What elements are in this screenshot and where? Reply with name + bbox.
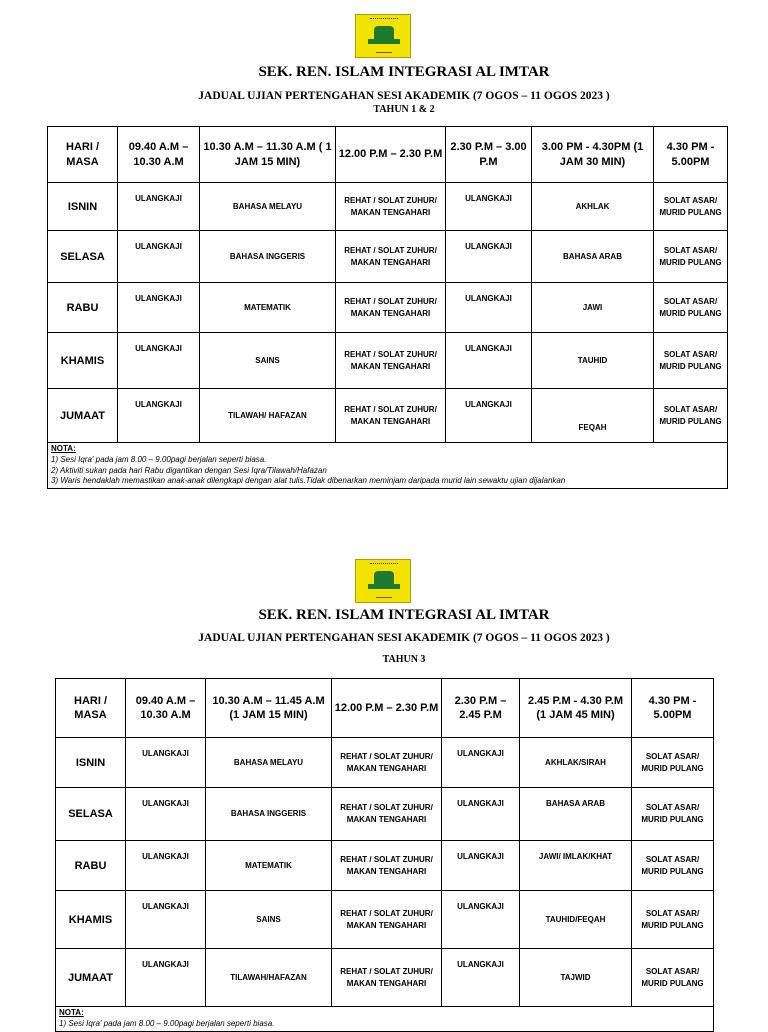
header-slot-5: 3.00 PM - 4.30PM (1 JAM 30 MIN): [532, 127, 654, 183]
day-cell: SELASA: [48, 231, 118, 283]
subject-cell: TAJWID: [520, 949, 632, 1007]
note-item: 1) Sesi Iqra' pada jam 8.00 – 9.00pagi berjalan seperti biasa.: [59, 1018, 275, 1028]
slot-cell: ULANGKAJI: [442, 738, 520, 788]
dismissal-cell: SOLAT ASAR/ MURID PULANG: [632, 949, 714, 1007]
slot-cell: ULANGKAJI: [442, 788, 520, 841]
slot-cell: ULANGKAJI: [118, 283, 200, 333]
slot-cell: ULANGKAJI: [126, 788, 206, 841]
slot-cell: ULANGKAJI: [126, 891, 206, 949]
header-slot-3: 12.00 P.M – 2.30 P.M: [332, 679, 442, 738]
subject-cell: BAHASA INGGERIS: [206, 788, 332, 841]
subject-cell: BAHASA MELAYU: [200, 183, 336, 231]
header-slot-4: 2.30 P.M – 3.00 P.M: [446, 127, 532, 183]
slot-cell: ULANGKAJI: [442, 891, 520, 949]
table-row: [56, 788, 714, 841]
table-row: [48, 183, 728, 231]
table-row: [48, 389, 728, 443]
slot-cell: ULANGKAJI: [118, 333, 200, 389]
notes-row: [56, 1007, 714, 1032]
subject-cell: BAHASA MELAYU: [206, 738, 332, 788]
subject-cell: BAHASA ARAB: [532, 231, 654, 283]
slot-cell: ULANGKAJI: [446, 231, 532, 283]
school-logo: [355, 14, 411, 58]
exam-timetable: [55, 678, 714, 1032]
dismissal-cell: SOLAT ASAR/ MURID PULANG: [654, 231, 728, 283]
notes-cell: [48, 443, 728, 489]
dismissal-cell: SOLAT ASAR/ MURID PULANG: [654, 333, 728, 389]
header-row: [56, 679, 714, 738]
header-slot-6: 4.30 PM - 5.00PM: [632, 679, 714, 738]
subject-cell: FEQAH: [532, 389, 654, 443]
slot-cell: ULANGKAJI: [446, 283, 532, 333]
day-cell: KHAMIS: [48, 333, 118, 389]
break-cell: REHAT / SOLAT ZUHUR/ MAKAN TENGAHARI: [336, 183, 446, 231]
slot-cell: ULANGKAJI: [118, 389, 200, 443]
dismissal-cell: SOLAT ASAR/ MURID PULANG: [654, 389, 728, 443]
school-name: SEK. REN. ISLAM INTEGRASI AL IMTAR: [258, 64, 550, 80]
header-day-time: HARI / MASA: [48, 127, 118, 183]
slot-cell: ULANGKAJI: [446, 389, 532, 443]
slot-cell: ULANGKAJI: [126, 841, 206, 891]
day-cell: SELASA: [56, 788, 126, 841]
slot-cell: ULANGKAJI: [126, 949, 206, 1007]
notes-heading: NOTA:: [51, 444, 76, 453]
header-slot-4: 2.30 P.M – 2.45 P.M: [442, 679, 520, 738]
school-name: SEK. REN. ISLAM INTEGRASI AL IMTAR: [258, 607, 550, 623]
schedule-title: JADUAL UJIAN PERTENGAHAN SESI AKADEMIK (7 OGOS – 11 OGOS 2023 ): [198, 90, 610, 102]
notes-heading: NOTA:: [59, 1008, 84, 1017]
break-cell: REHAT / SOLAT ZUHUR/ MAKAN TENGAHARI: [336, 389, 446, 443]
day-cell: RABU: [56, 841, 126, 891]
note-item: 2) Aktiviti sukan pada hari Rabu digantikan dengan Sesi Iqra/Tilawah/Hafazan: [51, 465, 327, 475]
dismissal-cell: SOLAT ASAR/ MURID PULANG: [654, 183, 728, 231]
grade-label: TAHUN 3: [382, 654, 426, 665]
slot-cell: ULANGKAJI: [118, 183, 200, 231]
grade-label: TAHUN 1 & 2: [373, 104, 435, 115]
school-logo: [355, 559, 411, 603]
break-cell: REHAT / SOLAT ZUHUR/ MAKAN TENGAHARI: [332, 891, 442, 949]
slot-cell: ULANGKAJI: [446, 333, 532, 389]
dismissal-cell: SOLAT ASAR/ MURID PULANG: [632, 788, 714, 841]
header-slot-2: 10.30 A.M – 11.30 A.M ( 1 JAM 15 MIN): [200, 127, 336, 183]
header-slot-3: 12.00 P.M – 2.30 P.M: [336, 127, 446, 183]
subject-cell: TAUHID: [532, 333, 654, 389]
subject-cell: BAHASA ARAB: [520, 788, 632, 841]
subject-cell: JAWI: [532, 283, 654, 333]
subject-cell: AKHLAK: [532, 183, 654, 231]
note-item: 1) Sesi Iqra' pada jam 8.00 – 9.00pagi berjalan seperti biasa.: [51, 454, 267, 464]
subject-cell: TAUHID/FEQAH: [520, 891, 632, 949]
subject-cell: MATEMATIK: [200, 283, 336, 333]
break-cell: REHAT / SOLAT ZUHUR/ MAKAN TENGAHARI: [336, 231, 446, 283]
dismissal-cell: SOLAT ASAR/ MURID PULANG: [632, 841, 714, 891]
break-cell: REHAT / SOLAT ZUHUR/ MAKAN TENGAHARI: [336, 283, 446, 333]
slot-cell: ULANGKAJI: [118, 231, 200, 283]
dismissal-cell: SOLAT ASAR/ MURID PULANG: [632, 738, 714, 788]
subject-cell: SAINS: [200, 333, 336, 389]
day-cell: KHAMIS: [56, 891, 126, 949]
subject-cell: JAWI/ IMLAK/KHAT: [520, 841, 632, 891]
slot-cell: ULANGKAJI: [446, 183, 532, 231]
table-row: [48, 333, 728, 389]
header-slot-6: 4.30 PM - 5.00PM: [654, 127, 728, 183]
day-cell: JUMAAT: [48, 389, 118, 443]
break-cell: REHAT / SOLAT ZUHUR/ MAKAN TENGAHARI: [332, 788, 442, 841]
break-cell: REHAT / SOLAT ZUHUR/ MAKAN TENGAHARI: [332, 949, 442, 1007]
exam-timetable: [47, 126, 728, 489]
subject-cell: AKHLAK/SIRAH: [520, 738, 632, 788]
table-row: [48, 231, 728, 283]
note-item: 3) Waris hendaklah memastikan anak-anak dilengkapi dengan alat tulis.Tidak dibenarkan meminjam daripada murid lain sewaktu ujian dijalankan: [51, 476, 566, 486]
table-row: [56, 738, 714, 788]
slot-cell: ULANGKAJI: [126, 738, 206, 788]
subject-cell: SAINS: [206, 891, 332, 949]
break-cell: REHAT / SOLAT ZUHUR/ MAKAN TENGAHARI: [336, 333, 446, 389]
break-cell: REHAT / SOLAT ZUHUR/ MAKAN TENGAHARI: [332, 738, 442, 788]
notes-row: [48, 443, 728, 489]
notes-cell: [56, 1007, 714, 1032]
header-slot-1: 09.40 A.M – 10.30 A.M: [118, 127, 200, 183]
table-row: [48, 283, 728, 333]
dismissal-cell: SOLAT ASAR/ MURID PULANG: [654, 283, 728, 333]
subject-cell: MATEMATIK: [206, 841, 332, 891]
slot-cell: ULANGKAJI: [442, 841, 520, 891]
schedule-title: JADUAL UJIAN PERTENGAHAN SESI AKADEMIK (7 OGOS – 11 OGOS 2023 ): [198, 632, 610, 644]
break-cell: REHAT / SOLAT ZUHUR/ MAKAN TENGAHARI: [332, 841, 442, 891]
day-cell: JUMAAT: [56, 949, 126, 1007]
subject-cell: TILAWAH/ HAFAZAN: [200, 389, 336, 443]
header-slot-5: 2.45 P.M - 4.30 P.M (1 JAM 45 MIN): [520, 679, 632, 738]
header-day-time: HARI / MASA: [56, 679, 126, 738]
table-row: [56, 841, 714, 891]
table-row: [56, 949, 714, 1007]
header-row: [48, 127, 728, 183]
day-cell: ISNIN: [48, 183, 118, 231]
day-cell: RABU: [48, 283, 118, 333]
subject-cell: TILAWAH/HAFAZAN: [206, 949, 332, 1007]
table-row: [56, 891, 714, 949]
day-cell: ISNIN: [56, 738, 126, 788]
slot-cell: ULANGKAJI: [442, 949, 520, 1007]
subject-cell: BAHASA INGGERIS: [200, 231, 336, 283]
header-slot-2: 10.30 A.M – 11.45 A.M (1 JAM 15 MIN): [206, 679, 332, 738]
header-slot-1: 09.40 A.M – 10.30 A.M: [126, 679, 206, 738]
dismissal-cell: SOLAT ASAR/ MURID PULANG: [632, 891, 714, 949]
